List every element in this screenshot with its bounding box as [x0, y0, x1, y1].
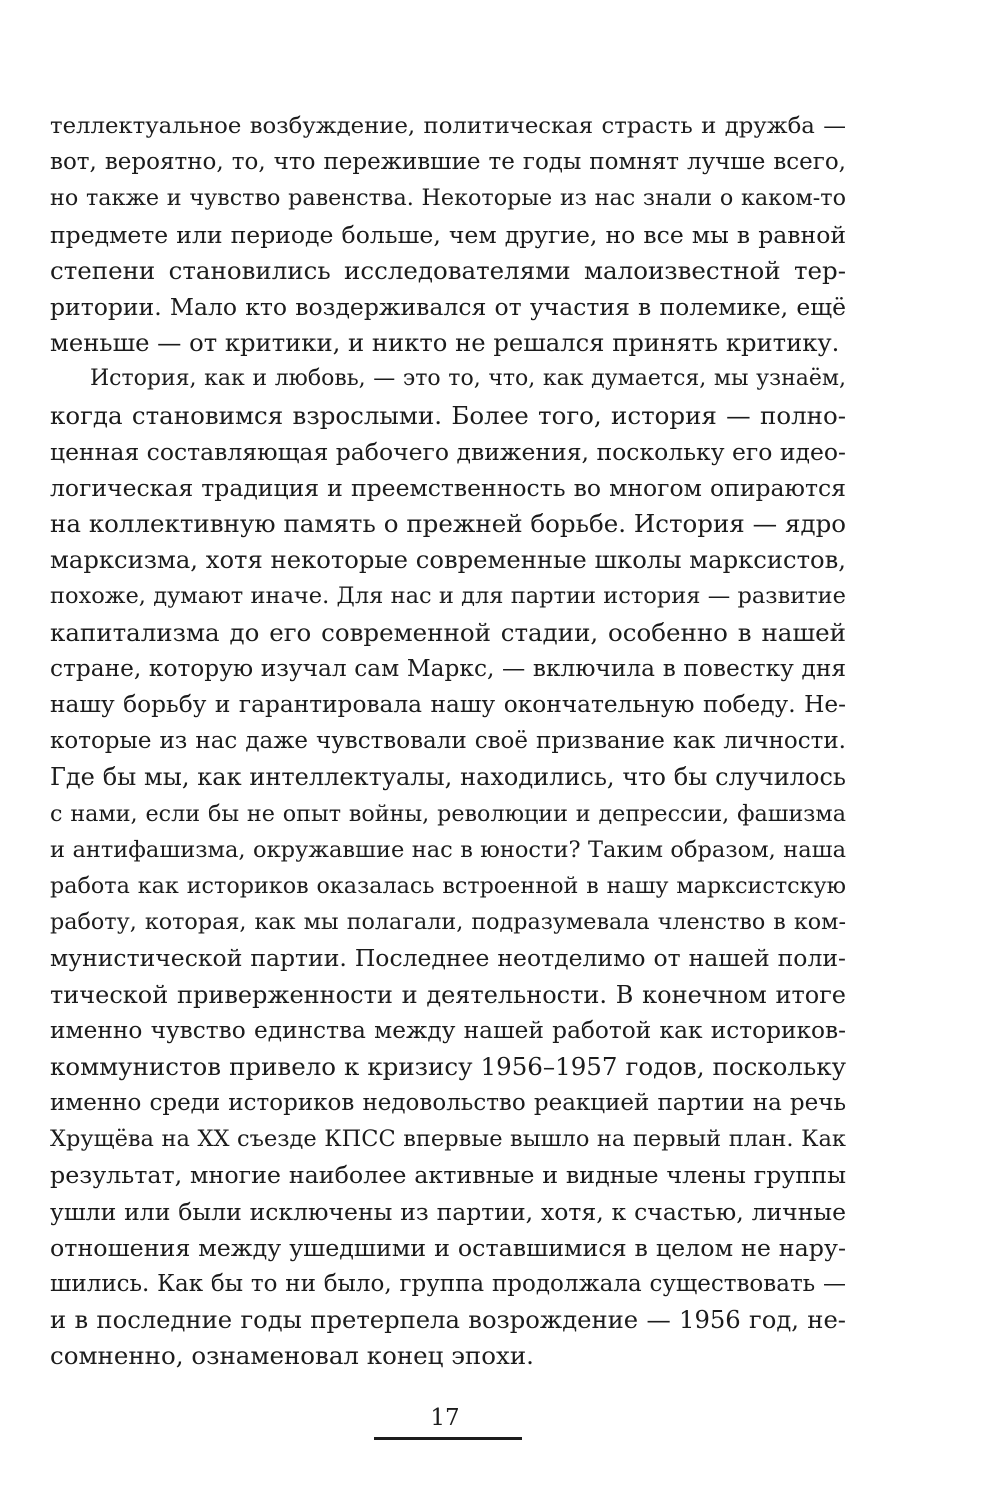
text-line: тической приверженности и деятельности. В конечном итоге [50, 980, 846, 1009]
text-line: степени становились исследователями малоизвестной тер- [50, 255, 846, 285]
text-line: работу, которая, как мы полагали, подразумевала членство в ком- [50, 909, 846, 936]
paragraph-2 [50, 361, 846, 1374]
text-line: История, как и любовь, — это то, что, как думается, мы узнаём, [90, 366, 846, 392]
text-line: и в последние годы претерпела возрождение — 1956 год, не- [50, 1305, 846, 1335]
text-line: капитализма до его современной стадии, особенно в нашей [50, 617, 846, 647]
text-line: ушли или были исключены из партии, хотя, к счастью, личные [50, 1197, 846, 1226]
text-line: на коллективную память о прежней борьбе. История — ядро [50, 509, 846, 539]
page-number: 17 [430, 1405, 460, 1431]
text-line: Где бы мы, как интеллектуалы, находились, что бы случилось [50, 763, 846, 792]
page-number-rule [374, 1437, 522, 1440]
text-line: именно чувство единства между нашей работой как историков- [50, 1016, 846, 1044]
text-line: шились. Как бы то ни было, группа продолжала существовать — [50, 1271, 846, 1297]
text-line: работа как историков оказалась встроенной в нашу марксистскую [50, 872, 846, 899]
text-line: ценная составляющая рабочего движения, поскольку его идео- [50, 437, 846, 466]
text-line: предмете или периоде больше, чем другие, но все мы в равной [50, 220, 846, 249]
text-line: именно среди историков недовольство реакцией партии на речь [50, 1090, 846, 1117]
text-line: мунистической партии. Последнее неотделимо от нашей поли- [50, 944, 846, 973]
text-line: коммунистов привело к кризису 1956–1957 годов, поскольку [50, 1051, 846, 1081]
text-line: но также и чувство равенства. Некоторые из нас знали о каком-то [50, 185, 846, 212]
text-line: логическая традиция и преемственность во многом опираются [50, 473, 846, 502]
text-line: сомненно, ознаменовал конец эпохи. [50, 1341, 534, 1371]
text-line: с нами, если бы не опыт войны, революции и депрессии, фашизма [50, 800, 846, 827]
text-line: которые из нас даже чувствовали своё призвание как личности. [50, 728, 846, 755]
body-text [50, 108, 846, 1375]
text-line: меньше — от критики, и никто не решался принять критику. [50, 328, 840, 358]
text-line: когда становимся взрослыми. Более того, история — полно- [50, 400, 846, 430]
text-line: и антифашизма, окружавшие нас в юности? Таким образом, наша [50, 836, 846, 863]
text-line: отношения между ушедшими и оставшимися в целом не нару- [50, 1233, 846, 1262]
text-line: ритории. Мало кто воздерживался от участия в полемике, ещё [50, 292, 846, 321]
paragraph-1 [50, 108, 846, 361]
text-line: нашу борьбу и гарантировала нашу окончательную победу. Не- [50, 691, 846, 718]
text-line: теллектуальное возбуждение, политическая страсть и дружба — [50, 113, 846, 139]
text-line: похоже, думают иначе. Для нас и для партии история — развитие [50, 583, 846, 610]
text-line: результат, многие наиболее активные и видные члены группы [50, 1161, 846, 1190]
text-line: Хрущёва на XX съезде КПСС впервые вышло на первый план. Как [50, 1126, 846, 1153]
text-line: вот, вероятно, то, что пережившие те годы помнят лучше всего, [50, 149, 846, 176]
text-line: марксизма, хотя некоторые современные школы марксистов, [50, 545, 846, 575]
text-line: стране, которую изучал сам Маркс, — включила в повестку дня [50, 654, 846, 682]
